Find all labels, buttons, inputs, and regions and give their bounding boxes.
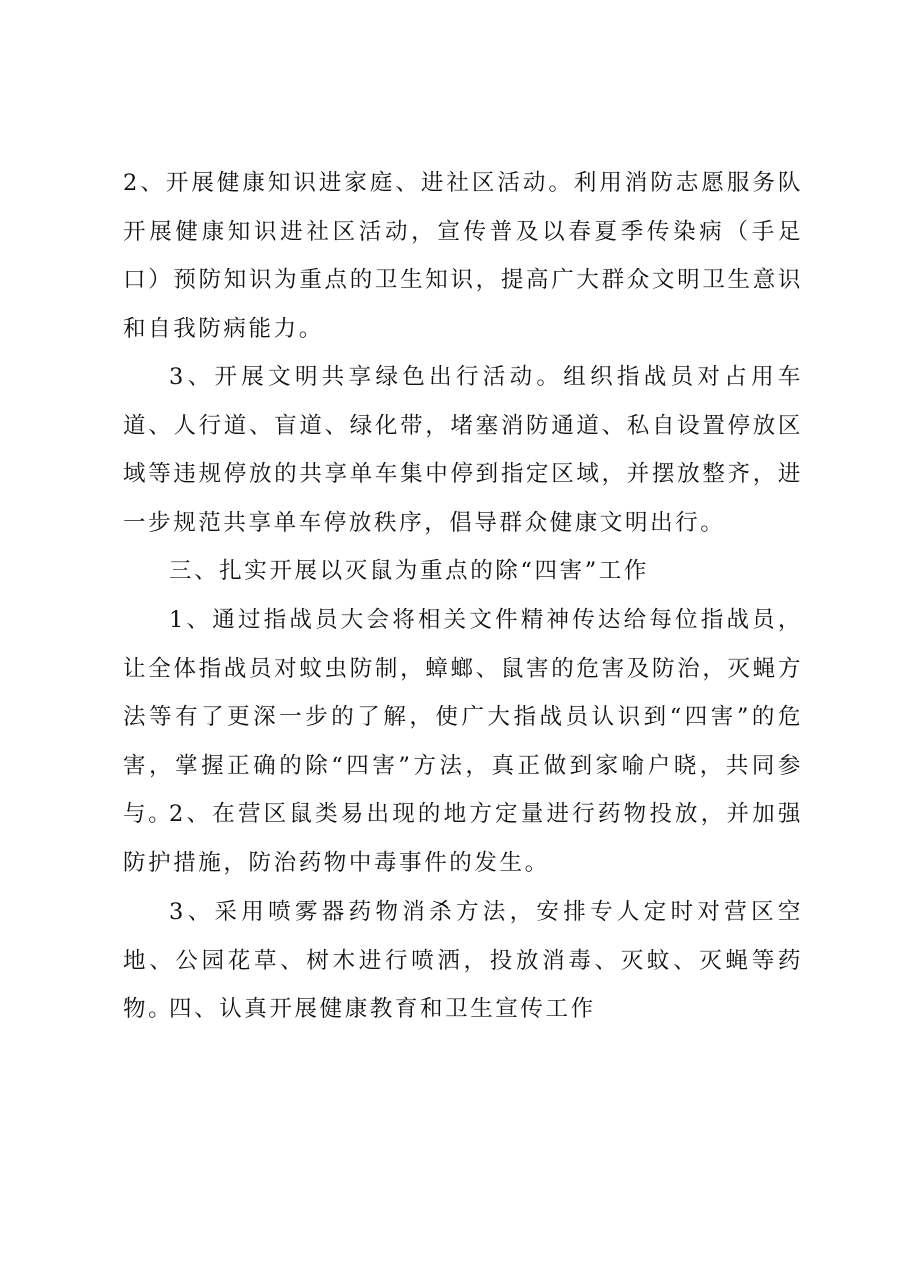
paragraph-health-knowledge: 2、开展健康知识进家庭、进社区活动。利用消防志愿服务队开展健康知识进社区活动，宣传普及以春夏季传染病（手足口）预防知识为重点的卫生知识，提高广大群众文明卫生意识和自我防病能力。 [123,170,803,342]
paragraph-shared-bike: 3、开展文明共享绿色出行活动。组织指战员对占用车道、人行道、盲道、绿化带，堵塞消防通道、私自设置停放区域等违规停放的共享单车集中停到指定区域，并摆放整齐，进一步规范共享单车停放秩序，倡导群众健康文明出行。 [123,364,803,536]
paragraph-rodent-bait: 2、在营区鼠类易出现的地方定量进行药物投放，并加强防护措施，防治药物中毒事件的发生。 [123,801,803,876]
paragraph-spraying: 3、采用喷雾器药物消杀方法，安排专人定时对营区空地、公园花草、树木进行喷洒，投放消毒、灭蚊、灭蝇等药物。 [123,899,803,1023]
heading-section-four: 四、认真开展健康教育和卫生宣传工作 [169,996,596,1022]
paragraph-staff-meeting: 1、通过指战员大会将相关文件精神传达给每位指战员，让全体指战员对蚊虫防制，蟑螂、鼠害的危害及防治，灭蝇方法等有了更深一步的了解，使广大指战员认识到“四害”的危害，掌握正确的除“四害”方法，真正做到家喻户晓，共同参与。 [123,607,803,828]
heading-section-three: 三、扎实开展以灭鼠为重点的除“四害”工作 [169,558,650,584]
